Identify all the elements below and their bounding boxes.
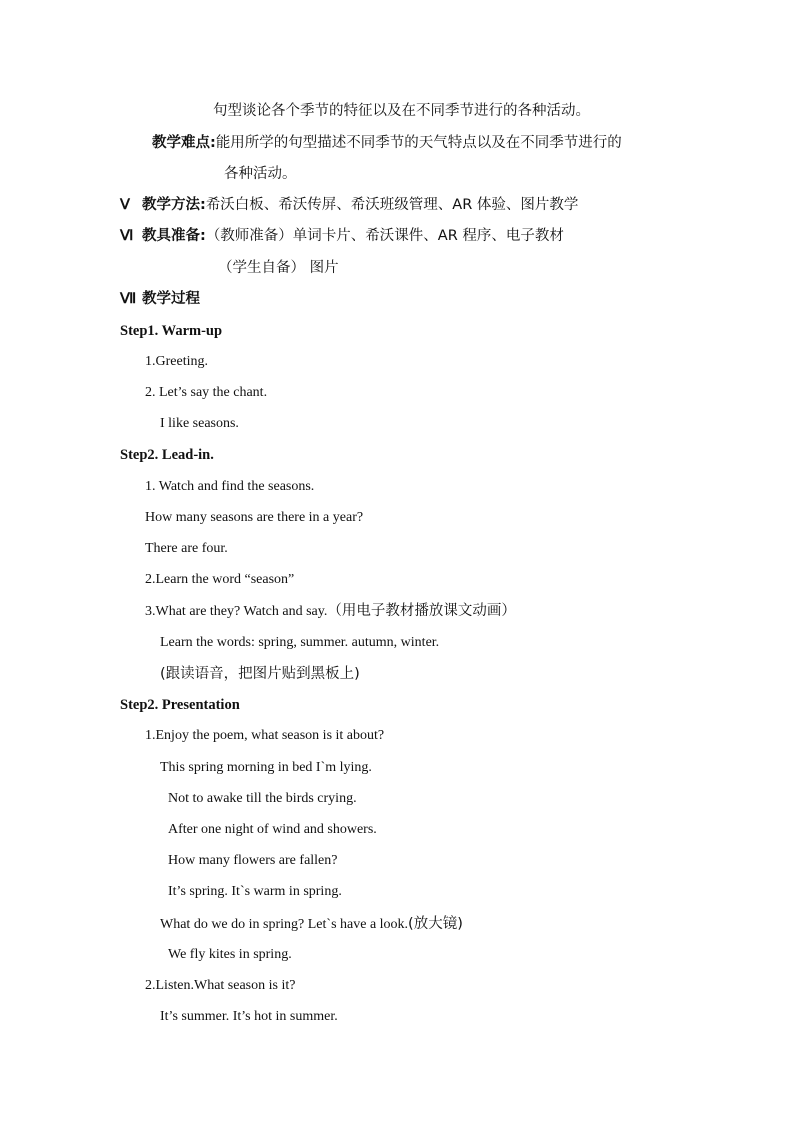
materials-label: 教具准备: <box>142 228 206 244</box>
poem-line: How many flowers are fallen? <box>168 853 338 868</box>
section-numeral: Ⅵ <box>120 228 134 244</box>
step-line: 2. Let’s say the chant. <box>145 385 268 400</box>
step-line-note: (放大镜) <box>408 916 463 932</box>
teaching-process-heading <box>120 289 200 309</box>
step-line-text: 3.What are they? Watch and say. <box>145 604 328 619</box>
step-line: 1.Greeting. <box>145 354 208 369</box>
step-title: Step1. Warm-up <box>120 323 223 339</box>
step-line: 2.Learn the word “season” <box>145 572 295 587</box>
difficulty-label: 教学难点: <box>152 135 216 151</box>
teaching-difficulty <box>152 133 622 153</box>
step-line: There are four. <box>145 541 228 556</box>
step-line: We fly kites in spring. <box>168 947 292 962</box>
section-numeral: Ⅶ <box>120 291 137 307</box>
step-title: Step2. Lead-in. <box>120 447 214 463</box>
process-label: 教学过程 <box>142 291 200 307</box>
poem-line: After one night of wind and showers. <box>168 822 377 837</box>
step-title: Step2. Presentation <box>120 697 240 713</box>
section-numeral: Ⅴ <box>120 197 130 213</box>
methods-text: 希沃白板、希沃传屏、希沃班级管理、AR 体验、图片教学 <box>205 197 579 213</box>
step-line: I like seasons. <box>160 416 239 431</box>
step-line-note: (跟读语音，把图片贴到黑板上) <box>160 666 360 682</box>
step-line-text: What do we do in spring? Let`s have a look. <box>160 917 409 932</box>
teaching-goals-continuation: 句型谈论各个季节的特征以及在不同季节进行的各种活动。 <box>213 103 590 119</box>
materials-student: （学生自备） 图片 <box>218 260 339 276</box>
step-line <box>160 914 463 935</box>
methods-label: 教学方法: <box>142 197 206 213</box>
step-line: It’s summer. It’s hot in summer. <box>160 1009 338 1024</box>
step-line: It’s spring. It`s warm in spring. <box>168 884 342 899</box>
teaching-materials <box>120 226 564 246</box>
step-line <box>145 601 516 622</box>
step-line: Learn the words: spring, summer. autumn, winter. <box>160 635 440 650</box>
difficulty-text: 能用所学的句型描述不同季节的天气特点以及在不同季节进行的 <box>215 135 622 151</box>
teaching-methods <box>120 195 578 215</box>
step-line: 2.Listen.What season is it? <box>145 978 296 993</box>
materials-teacher: （教师准备）单词卡片、希沃课件、AR 程序、电子教材 <box>205 228 564 244</box>
difficulty-text-continued: 各种活动。 <box>224 166 297 182</box>
poem-line: Not to awake till the birds crying. <box>168 791 357 806</box>
step-line-note: （用电子教材播放课文动画） <box>327 603 516 619</box>
step-line: 1. Watch and find the seasons. <box>145 479 315 494</box>
step-line: How many seasons are there in a year? <box>145 510 364 525</box>
poem-line: This spring morning in bed I`m lying. <box>160 760 372 775</box>
step-line: 1.Enjoy the poem, what season is it about? <box>145 728 385 743</box>
